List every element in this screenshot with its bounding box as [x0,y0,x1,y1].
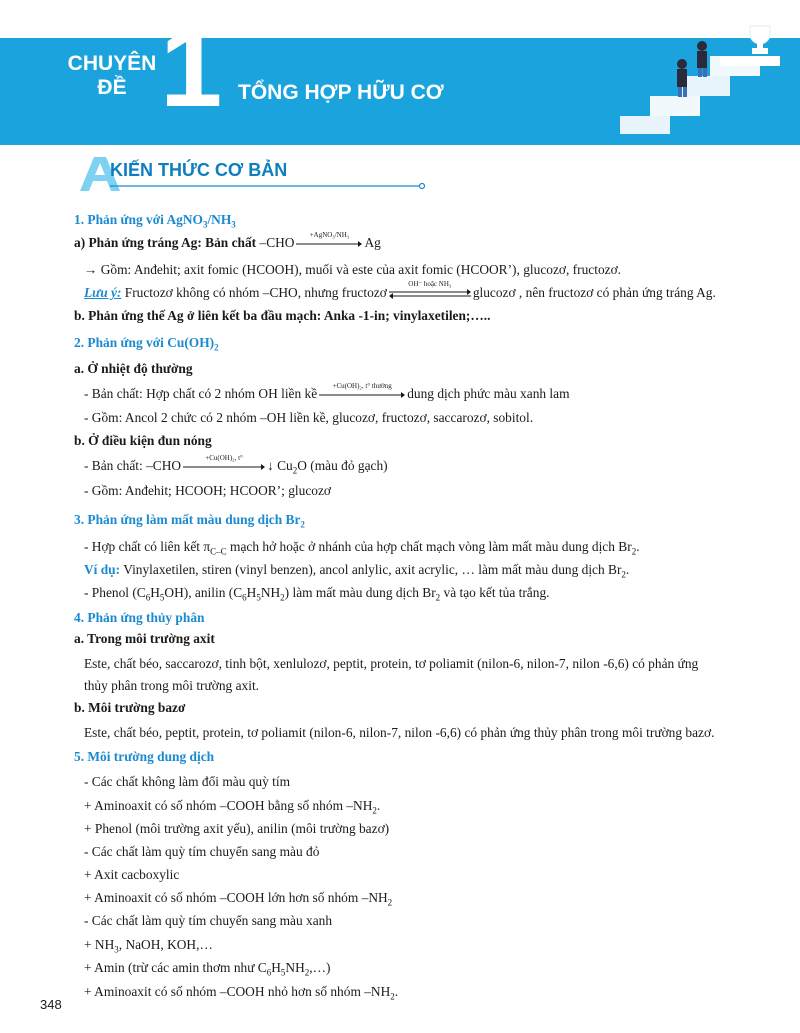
cho-group: –CHO [259,235,295,250]
s1-gom: → Gồm: Anđehit; axit fomic (HCOOH), muối và este của axit fomic (HCOOR’), glucozơ, fructozơ. [84,262,622,277]
s5-l6 [84,889,392,907]
s5-l2 [84,797,380,815]
sub: 5 [159,592,165,603]
luu-y-text-2: glucozơ , nên fructozơ có phản ứng tráng Ag. [472,285,716,300]
s4-a-title: a. Trong môi trường axit [74,631,215,646]
t: + Aminoaxit có số nhóm –COOH lớn hơn số nhóm –NH [84,890,388,905]
t: H [271,960,281,975]
t: và tạo kết tủa trắng. [440,585,550,600]
sub: 2 [390,991,395,1002]
arrow-label: +Cu(OH)₂, t° [205,453,243,462]
arrow-label: +AgNO₃/NH₃ [309,230,350,239]
chuyen-de-label [62,52,162,100]
cho-group: –CHO [146,458,182,473]
heading-1 [74,211,236,229]
heading-3 [74,511,305,529]
sub: 3 [231,219,236,230]
s4-b-title: b. Môi trường bazơ [74,700,186,715]
sub: C–C [210,546,227,557]
s4-a-line2: thủy phân trong môi trường axit. [84,678,260,693]
chapter-number: 1 [160,5,223,130]
s3-line3 [84,584,550,602]
s2-b-text: - Bản chất: [84,458,143,473]
heading-2 [74,334,219,352]
sub: 2 [280,592,285,603]
s2-a-line1 [84,381,570,403]
s5-l5: + Axit cacboxylic [84,867,180,882]
t: + NH [84,937,115,952]
arrow-label: +Cu(OH)₂, t° thường [332,381,392,390]
heading-1-text-mid: /NH [207,212,232,227]
s4-a-line1: Este, chất béo, saccarozơ, tinh bột, xenlulozơ, peptit, protein, tơ poliamit (nilon-6, nilon-7, nilon -6,6) có phản ứng [84,656,699,671]
t: - Phenol (C [84,585,146,600]
heading-3-text: 3. Phản ứng làm mất màu dung dịch Br [74,512,301,527]
arrow-label: OH⁻ hoặc NH₃ [408,279,452,288]
heading-2-text: 2. Phản ứng với Cu(OH) [74,335,215,350]
reaction-arrow [296,230,362,248]
sub: 2 [292,465,298,476]
s1-a-line [74,230,381,252]
s5-l8 [84,936,213,954]
sub: 6 [266,967,272,978]
reaction-arrow [183,453,265,471]
sub: 5 [280,967,286,978]
sub: 2 [214,342,219,353]
chapter-title: TỔNG HỢP HỮU CƠ [238,81,444,104]
s5-l1: - Các chất không làm đổi màu quỳ tím [84,774,291,789]
luu-y-text: Fructozơ không có nhóm –CHO, nhưng fructozơ [124,285,387,300]
punct: . [376,798,381,813]
t: , NaOH, KOH,… [118,937,213,952]
s2-a-title: a. Ở nhiệt độ thường [74,361,193,376]
sub: 2 [387,897,393,908]
s5-l4: - Các chất làm quỳ tím chuyển sang màu đỏ [84,844,320,859]
t: ,…) [309,960,331,975]
t: ) làm mất màu dung dịch Br [284,585,436,600]
t: OH), anilin (C [164,585,243,600]
s5-l9 [84,959,330,977]
heading-4: 4. Phản ứng thủy phân [74,610,205,625]
s3-example [84,561,629,579]
sub: 2 [435,592,441,603]
s2-a-text: - Bản chất: Hợp chất có 2 nhóm OH liền kề [84,386,318,401]
heading-1-text: 1. Phản ứng với AgNO [74,212,203,227]
luu-y-label: Lưu ý: [84,285,122,300]
section-a-title: KIẾN THỨC CƠ BẢN [110,160,288,180]
de-line: ĐỀ [97,76,127,99]
t: + Aminoaxit có số nhóm –COOH bằng số nhóm –NH [84,798,373,813]
punct: . [625,562,630,577]
s3-line1 [84,538,640,556]
product-ag: Ag [364,235,381,250]
punct: . [636,539,640,554]
s5-l10 [84,983,398,1001]
s3-text: - Hợp chất có liên kết [84,539,201,554]
page-number: 348 [40,997,62,1012]
s2-a-line2: - Gồm: Ancol 2 chức có 2 nhóm –OH liền kề, glucozơ, fructozơ, saccarozơ, sobitol. [84,410,534,425]
sub: 2 [304,967,310,978]
equilibrium-arrow [389,279,471,299]
s2-b-product-post: O (màu đỏ gạch) [297,458,388,473]
reaction-arrow [319,381,405,399]
sub: 2 [631,546,637,557]
s1-a-label: a) Phản ứng tráng Ag: Bản chất [74,235,257,250]
chuyen-line: CHUYÊN [67,52,157,75]
t: NH [285,960,305,975]
sub: 3 [202,219,208,230]
s5-l3: + Phenol (môi trường axit yếu), anilin (môi trường bazơ) [84,821,390,836]
s2-b-line2: - Gồm: Anđehit; HCOOH; HCOOR’; glucozơ [84,483,331,498]
sub: 2 [300,519,305,530]
t: + Amin (trừ các amin thơm như C [84,960,267,975]
s2-a-text-post: dung dịch phức màu xanh lam [407,386,570,401]
s3-text-post: mạch hở hoặc ở nhánh của hợp chất mạch vòng làm mất màu dung dịch Br [230,539,632,554]
punct: . [394,984,399,999]
t: H [246,585,257,600]
pi-symbol: π [203,539,211,554]
t: + Aminoaxit có số nhóm –COOH nhỏ hơn số nhóm –NH [84,984,391,999]
t: NH [260,585,281,600]
s1-b-line: b. Phản ứng thế Ag ở liên kết ba đầu mạch: Anka -1-in; vinylaxetilen;….. [74,308,491,323]
vi-du-label: Ví dụ: [84,562,121,577]
sub: 5 [256,592,261,603]
s4-b-line1: Este, chất béo, peptit, protein, tơ poliamit (nilon-6, nilon-7, nilon -6,6) có phản ứng thủy phân trong môi trường bazơ. [84,725,715,740]
s2-b-title: b. Ở điều kiện đun nóng [74,433,212,448]
sub: 2 [372,805,377,816]
stairs-trophy-illustration [610,6,790,136]
s5-l7: - Các chất làm quỳ tím chuyển sang màu xanh [84,913,333,928]
sub: 3 [114,944,119,955]
heading-5: 5. Môi trường dung dịch [74,749,215,764]
t: H [150,585,160,600]
sub: 6 [242,592,247,603]
sub: 6 [145,592,151,603]
sub: 2 [621,569,626,580]
vi-du-text: Vinylaxetilen, stiren (vinyl benzen), ancol anlylic, axit acrylic, … làm mất màu dung dịch Br [123,562,622,577]
s2-b-line1 [84,453,388,476]
s2-b-product: ↓ Cu [267,458,293,473]
s1-luu-y [84,279,716,302]
